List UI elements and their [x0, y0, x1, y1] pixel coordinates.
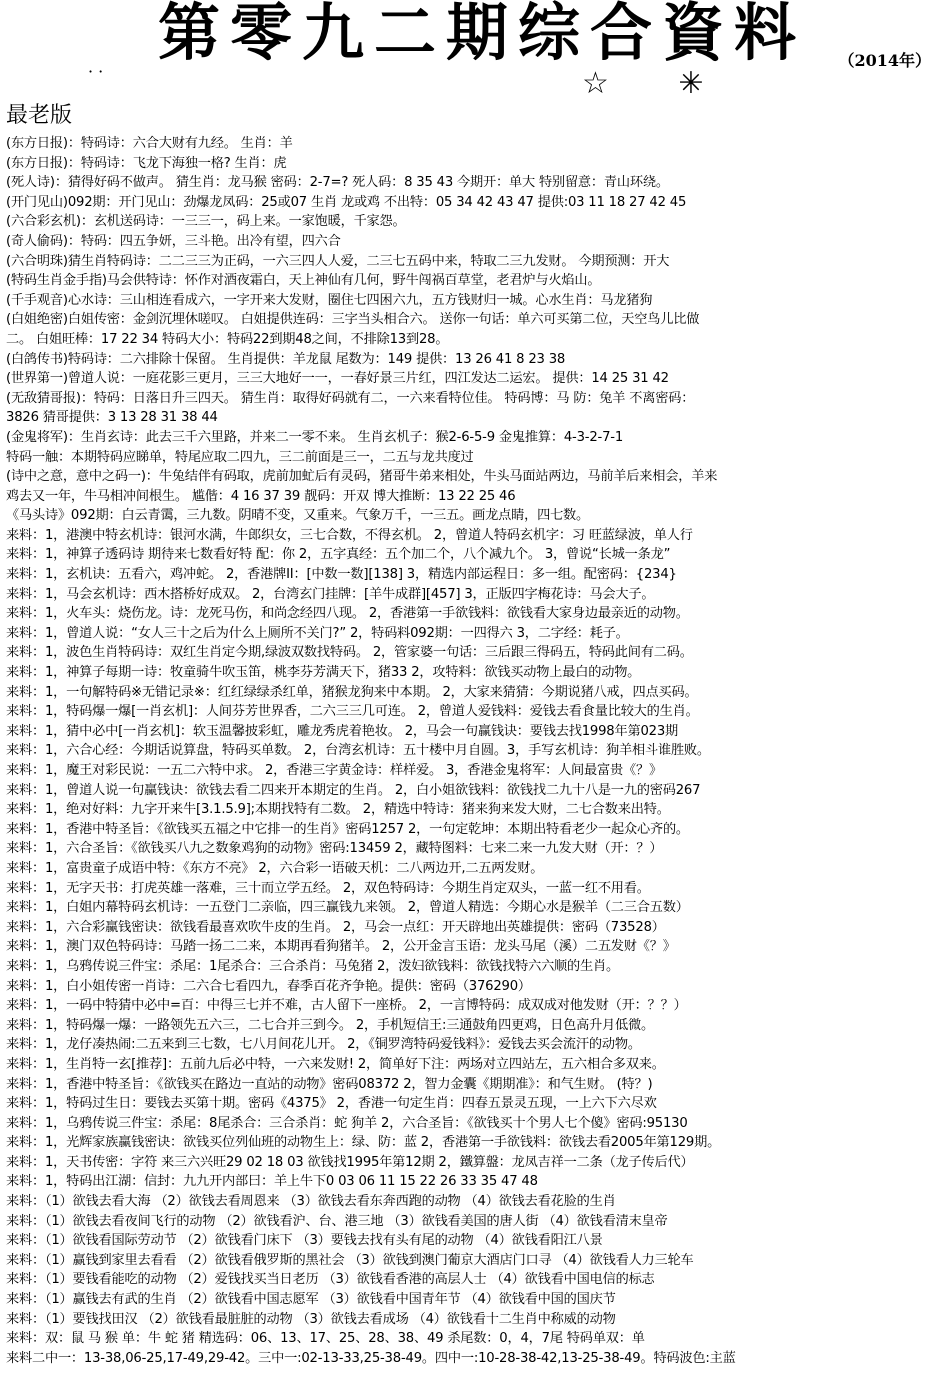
- text-line: 来料：1，港澳中特玄机诗：银河水满，牛郎织女，三七合数，不得玄机。 2，曾道人特码玄机字：习 旺蓝绿波，单人行: [6, 527, 693, 543]
- text-line: 来料：1，天书传密：字符 来三六兴旺29 02 18 03 欲钱找1995年第12期 2，鐵算盤：龙凤吉祥一二条（龙子传后代）: [6, 1154, 694, 1170]
- text-line: 来料：1，特码出江湖：信封：九九开内部曰：羊上牛下0 03 06 11 15 22 26 33 35 47 48: [6, 1174, 538, 1190]
- text-line: 二。 白姐旺棒：17 22 34 特码大小：特码22到期48之间，不排除13到28。: [6, 331, 449, 347]
- text-line: 来料：1，神算子透码诗 期待来七数看好特 配：你 2，五字真经：五个加二个，八个减九个。 3，曾说“长城一条龙”: [6, 547, 671, 563]
- text-line: 来料：1，香港中特圣旨：《欲钱买在路边一直站的动物》密码08372 2，智力金囊《期期准》：和气生财。 (特？): [6, 1076, 653, 1092]
- star-decoration-icon: ☆ ✳: [582, 66, 734, 101]
- text-line: 来料：1，龙仔凑热闹:二五来到三七数，七八月间花儿开。 2，《铜罗湾特码爱钱料》：爱钱去买会流汗的动物。: [6, 1037, 641, 1053]
- text-line: 来料：1，六合心经：今期话说算盘，特码买单数。 2，台湾玄机诗：五十楼中月自圆。3，手写玄机诗：狗羊相斗谁胜败。: [6, 743, 710, 759]
- text-line: (千手观音)心水诗：三山相连看成六，一字开来大发财，圈住七四困六九，五方钱财归一城。心水生肖：马龙猪狗: [6, 292, 653, 308]
- text-line: 来料：1，特码爆一爆：一路领先五六三，二七合并三到今。 2，手机短信王:三通鼓角四更鸡，日色高升月低微。: [6, 1017, 655, 1033]
- text-line: (白姐绝密)白姐传密：金剑沉埋休嗟叹。 白姐提供连码：三字当头相合六。 送你一句话：单六可买第二位，天空鸟儿比做: [6, 312, 700, 328]
- dots-mark: · ·: [88, 62, 104, 81]
- text-line: 来料：1，一码中特猜中必中=百：中得三七并不难，古人留下一座桥。 2，一言博特码：成双成对他发财（开：？？）: [6, 998, 687, 1014]
- page-title: 第零九二期综合資料: [158, 0, 807, 69]
- text-line: 来料：1，玄机诀：五看六，鸡冲蛇。 2，香港牌II：[中数一数][138] 3，精选内部运程日：多一组。配密码：{234}: [6, 567, 677, 583]
- text-line: (六合明珠)猜生肖特码诗：二二三三为正码，一六三四人人爱，二三七五码中来，特取二三九发财。 今期预测：开大: [6, 253, 670, 269]
- text-line: 来料：1，曾道人说：“女人三十之后为什么上厕所不关门?” 2，特码料092期：一四得六 3，二字经：耗子。: [6, 625, 629, 641]
- text-line: 来料：1，白小姐传密一肖诗：二六合七看四九，春季百花齐争艳。提供：密码（376290）: [6, 978, 531, 994]
- text-line: 来料：1，猜中必中[一肖玄机]：软玉温馨披彩虹，雕龙秀虎着艳妆。 2，马会一句赢钱诀：要钱去找1998年第023期: [6, 723, 679, 739]
- text-line: 来料：1，生肖特一玄[推荐]：五前九后必中特，一六来发财! 2，简单好下注：两场对立四站左，五六相合多双来。: [6, 1056, 665, 1072]
- text-line: 来料：1，一句解特码※无错记录※：红红绿绿杀红单，猪猴龙狗来中本期。 2，大家来猜猜：今期说猪八戒，四点买码。: [6, 684, 698, 700]
- text-line: 来料：1，香港中特圣旨：《欲钱买五福之中它排一的生肖》密码1257 2，一句定乾坤：本期出特看老少一起众心齐的。: [6, 821, 689, 837]
- text-line: 来料：（1）要钱看能吃的动物 （2）爱钱找买当日老历 （3）欲钱看香港的高层人士 （4）欲钱看中国电信的标志: [6, 1272, 655, 1288]
- text-line: 来料：（1）欲钱去看夜间飞行的动物 （2）欲钱看沪、台、港三地 （3）欲钱看美国的唐人街 （4）欲钱看清末皇帝: [6, 1213, 668, 1229]
- text-line: (无敌猜哥报)：特码：日落日升三四天。 猜生肖：取得好码就有二，一六来看特位佳。 特码博：马 防：兔羊 不离密码：: [6, 390, 695, 406]
- text-line: (东方日报)：特码诗：六合大财有九经。 生肖：羊: [6, 136, 293, 151]
- text-line: 《马头诗》092期：白云青霭，三九数。阴晴不变，又重来。气象万千，一三五。画龙点睛，四七数。: [6, 508, 590, 524]
- text-line: 来料：1，火车头：烧伤龙。诗：龙死马伤，和尚念经四八现。 2，香港第一手欲钱料：欲钱看大家身边最亲近的动物。: [6, 606, 689, 622]
- text-line: (六合彩玄机)：玄机送码诗：一三三一，码上来。一家饱暖，千家怨。: [6, 214, 406, 230]
- text-line: (世界第一)曾道人说：一庭花影三更月，三三大地好一一，一春好景三片红，四江发达二运宏。 提供：14 25 31 42: [6, 371, 669, 387]
- text-line: 来料：双：鼠 马 猴 单：牛 蛇 猪 精选码：06、13、17、25、28、38、49 杀尾数：0，4，7尾 特码单双：单: [6, 1331, 645, 1347]
- text-line: 来料：1，特码过生日：要钱去买第十期。密码《4375》 2，香港一句定生肖：四春五景灵五现，一上六下六尽欢: [6, 1096, 657, 1112]
- text-line: 来料：（1）要钱找田汉 （2）欲钱看最脏脏的动物 （3）欲钱去看成场 （4）欲钱看十二生肖中称威的动物: [6, 1311, 616, 1327]
- text-line: 来料：1，特码爆一爆[一肖玄机]：人间芬芳世界香，二六三三几可连。 2，曾道人爱钱料：爱钱去看食量比较大的生肖。: [6, 704, 699, 720]
- text-line: 来料：1，魔王对彩民说：一五二六特中求。 2，香港三字黄金诗：样样爱。 3，香港金鬼将军：人间最富贵《？》: [6, 763, 662, 778]
- text-line: 来料：（1）赢钱去有武的生肖 （2）欲钱看中国志愿军 （3）欲钱看中国青年节 （4）欲钱看中国的国庆节: [6, 1292, 616, 1308]
- text-line: 来料：1，无字天书：打虎英雄一落难，三十而立学五经。 2，双色特码诗：今期生肖定双头，一蓝一红不用看。: [6, 880, 650, 896]
- text-line: 来料：（1）欲钱看国际劳动节 （2）欲钱看门床下 （3）要钱去找有头有尾的动物 （4）欲钱看阳江八景: [6, 1233, 603, 1249]
- text-line: 来料：1，光辉家族赢钱密诀：欲钱买位列仙班的动物生上：绿、防：蓝 2，香港第一手欲钱料：欲钱去看2005年第129期。: [6, 1135, 721, 1151]
- text-line: 来料：1，神算子每期一诗：牧童骑牛吹玉笛，桃李芬芳满天下，猪33 2，攻特料：欲钱买动物上最白的动物。: [6, 665, 641, 681]
- text-line: (东方日报)：特码诗：飞龙下海独一格? 生肖：虎: [6, 155, 287, 171]
- text-line: 来料二中一：13-38,06-25,17-49,29-42。三中一:02-13-33,25-38-49。四中一:10-28-38-42,13-25-38-49。特码波色:主蓝: [6, 1350, 736, 1366]
- text-line: 来料：（1）欲钱去看大海 （2）欲钱去看周恩来 （3）欲钱去看东奔西跑的动物 （4）欲钱去看花脸的生肖: [6, 1194, 616, 1210]
- text-line: 来料：1，白姐内幕特码玄机诗：一五登门二亲临，四三赢钱九来领。 2，曾道人精选：今期心水是猴羊（二三合五数）: [6, 900, 689, 916]
- text-line: 来料：1，乌鸦传说三件宝：杀尾：1尾杀合：三合杀肖：马兔猪 2，泼妇欲钱料：欲钱找特六六顺的生肖。: [6, 958, 619, 974]
- text-line: 3826 猜哥提供：3 13 28 31 38 44: [6, 410, 218, 426]
- text-line: 来料：1，富贵童子成语中特：《东方不亮》 2，六合彩一语破天机：二八两边开,二五两发财。: [6, 860, 544, 876]
- text-line: 鸡去又一年，牛马相冲间根生。 尴偕：4 16 37 39 靓码：开双 博大推断：13 22 25 46: [6, 488, 516, 504]
- text-line: 特码一触：本期特码应睇单，特尾应取二四九，三二前面是三一，二五与龙共度过: [6, 449, 474, 465]
- text-line: (金鬼将军)：生肖玄诗：此去三千六里路，并来二一零不来。 生肖玄机子：猴2-6-5-9 金鬼推算：4-3-2-7-1: [6, 429, 624, 445]
- text-line: 来料：1，乌鸦传说三件宝：杀尾：8尾杀合：三合杀肖：蛇 狗羊 2，六合圣旨：《欲钱买十个男人七个傻》密码:95130: [6, 1115, 688, 1131]
- text-line: 来料：1，六合彩赢钱密诀：欲钱看最喜欢吹牛皮的生肖。 2，马会一点红：开天辟地出英雄提供：密码（73528）: [6, 919, 665, 935]
- text-line: 来料：（1）赢钱到家里去看看 （2）欲钱看俄罗斯的黑社会 （3）欲钱到澳门葡京大酒店门口寻 （4）欲钱看人力三轮车: [6, 1252, 694, 1268]
- text-line: 来料：1，绝对好料：九字开来牛[3.1.5.9];本期找特有二数。 2，精选中特诗：猪来狗来发大财，二七合数来出特。: [6, 802, 670, 818]
- text-line: 来料：1，马会玄机诗：西木搭桥好成双。 2，台湾玄门挂牌：[羊牛成群][457] 3，正版四字梅花诗：马会大子。: [6, 586, 655, 602]
- text-line: 来料：1，波色生肖特码诗：双红生肖定今期,绿波双数找特码。 2，管家婆一句话：三后跟三得码五，特码此间有二码。: [6, 645, 693, 661]
- text-line: (奇人偷码)：特码：四五争妍，三斗艳。出冷有望，四六合: [6, 233, 341, 249]
- text-line: 来料：1，曾道人说一句赢钱诀：欲钱去看二四来开本期定的生肖。 2，白小姐欲钱料：欲钱找二九十八是一九的密码267: [6, 782, 701, 798]
- year-label: （2014年）: [838, 51, 931, 70]
- text-line: (白鸽传书)特码诗：二六排除十保留。 生肖提供：羊龙鼠 尾数为：149 提供：13 26 41 8 23 38: [6, 351, 566, 367]
- text-line: (特码生肖金手指)马会供特诗：怀作对酒夜霜白，天上神仙有几何，野牛闯祸百草堂，老君炉与火焰山。: [6, 273, 601, 289]
- edition-subtitle: 最老版: [6, 103, 73, 128]
- content-lines: [6, 134, 946, 1368]
- text-line: 来料：1，澳门双色特码诗：马踏一扬二二来，本期再看狗猪羊。 2，公开金言玉语：龙头马尾（溪）二五发财《？》: [6, 939, 676, 955]
- text-line: (死人诗)：猜得好码不做声。 猜生肖：龙马猴 密码：2-7=? 死人码：8 35 43 今期开：单大 特别留意：青山环绕。: [6, 175, 669, 191]
- text-line: (开门见山)092期：开门见山：劲爆龙凤码：25或07 生肖 龙或鸡 不出特：05 34 42 43 47 提供:03 11 18 27 42 45: [6, 194, 687, 210]
- text-line: 来料：1，六合圣旨：《欲钱买八九之数象鸡狗的动物》密码:13459 2，藏特图料：七来二来一九发大财（开：？）: [6, 841, 663, 857]
- text-line: (诗中之意，意中之码一)：牛兔结伴有码取，虎前加虻后有灵码，猪哥牛弟来相处，牛头马面站两边，马前羊后来相会，羊来: [6, 469, 718, 485]
